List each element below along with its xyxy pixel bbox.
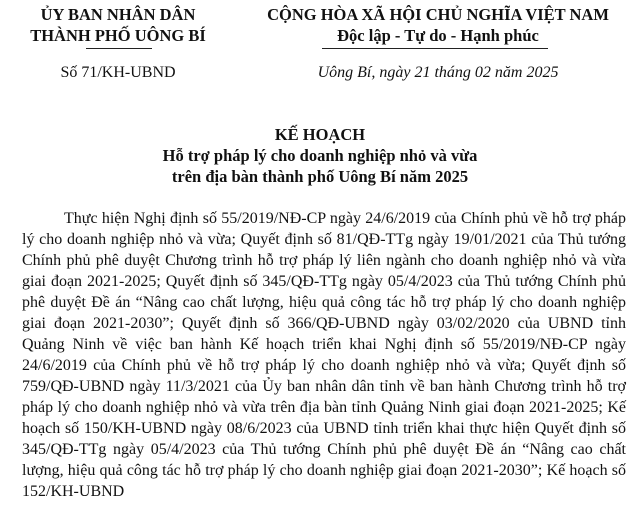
document-type: KẾ HOẠCH [274, 125, 366, 144]
agency-underline [86, 48, 152, 49]
agency-line-1: ỦY BAN NHÂN DÂN [40, 5, 196, 24]
document-number: Số 71/KH-UBND [60, 64, 176, 81]
motto-line-2: Độc lập - Tự do - Hạnh phúc [337, 26, 539, 45]
document-title [40, 124, 600, 187]
issuing-agency [0, 4, 236, 46]
subject-line-1: Hỗ trợ pháp lý cho doanh nghiệp nhỏ và vừa [162, 146, 478, 165]
national-motto [236, 4, 640, 46]
motto-line-1: CỘNG HÒA XÃ HỘI CHỦ NGHĨA VIỆT NAM [267, 5, 609, 24]
agency-line-2: THÀNH PHỐ UÔNG BÍ [30, 26, 206, 45]
place-and-date: Uông Bí, ngày 21 tháng 02 năm 2025 [317, 64, 559, 81]
body-paragraph: Thực hiện Nghị định số 55/2019/NĐ-CP ngày 24/6/2019 của Chính phủ về hỗ trợ pháp lý cho doanh nghiệp nhỏ và vừa; Quyết định số 81/QĐ-TTg ngày 19/01/2021 của Thủ tướng Chính phủ phê duyệt Chương trình hỗ trợ pháp lý liên ngành cho doanh nghiệp nhỏ và vừa giai đoạn 2021-2025; Quyết định số 345/QĐ-TTg ngày 05/4/2023 của Thủ tướng Chính phủ phê duyệt Đề án “Nâng cao chất lượng, hiệu quả công tác hỗ trợ pháp lý cho doanh nghiệp giai đoạn 2021-2030”; Quyết định số 366/QĐ-UBND ngày 03/02/2020 của UBND tỉnh Quảng Ninh về việc ban hành Kế hoạch triển khai Nghị định số 55/2019/NĐ-CP ngày 24/6/2019 của Chính phủ về hỗ trợ pháp lý cho doanh nghiệp nhỏ và vừa; Quyết định số 759/QĐ-UBND ngày 11/3/2021 của Ủy ban nhân dân tỉnh về ban hành Chương trình hỗ trợ pháp lý cho doanh nghiệp nhỏ và vừa trên địa bàn tỉnh Quảng Ninh giai đoạn 2021-2025; Kế hoạch số 150/KH-UBND ngày 08/6/2023 của UBND tỉnh triển khai thực hiện Quyết định số 345/QĐ-TTg ngày 05/4/2023 của Thủ tướng Chính phủ phê duyệt Đề án “Nâng cao chất lượng, hiệu quả công tác hỗ trợ pháp lý cho doanh nghiệp giai đoạn 2021-2030”; Kế hoạch số 152/KH-UBND [22, 210, 626, 500]
motto-underline [322, 48, 548, 49]
subject-line-2: trên địa bàn thành phố Uông Bí năm 2025 [171, 167, 469, 186]
